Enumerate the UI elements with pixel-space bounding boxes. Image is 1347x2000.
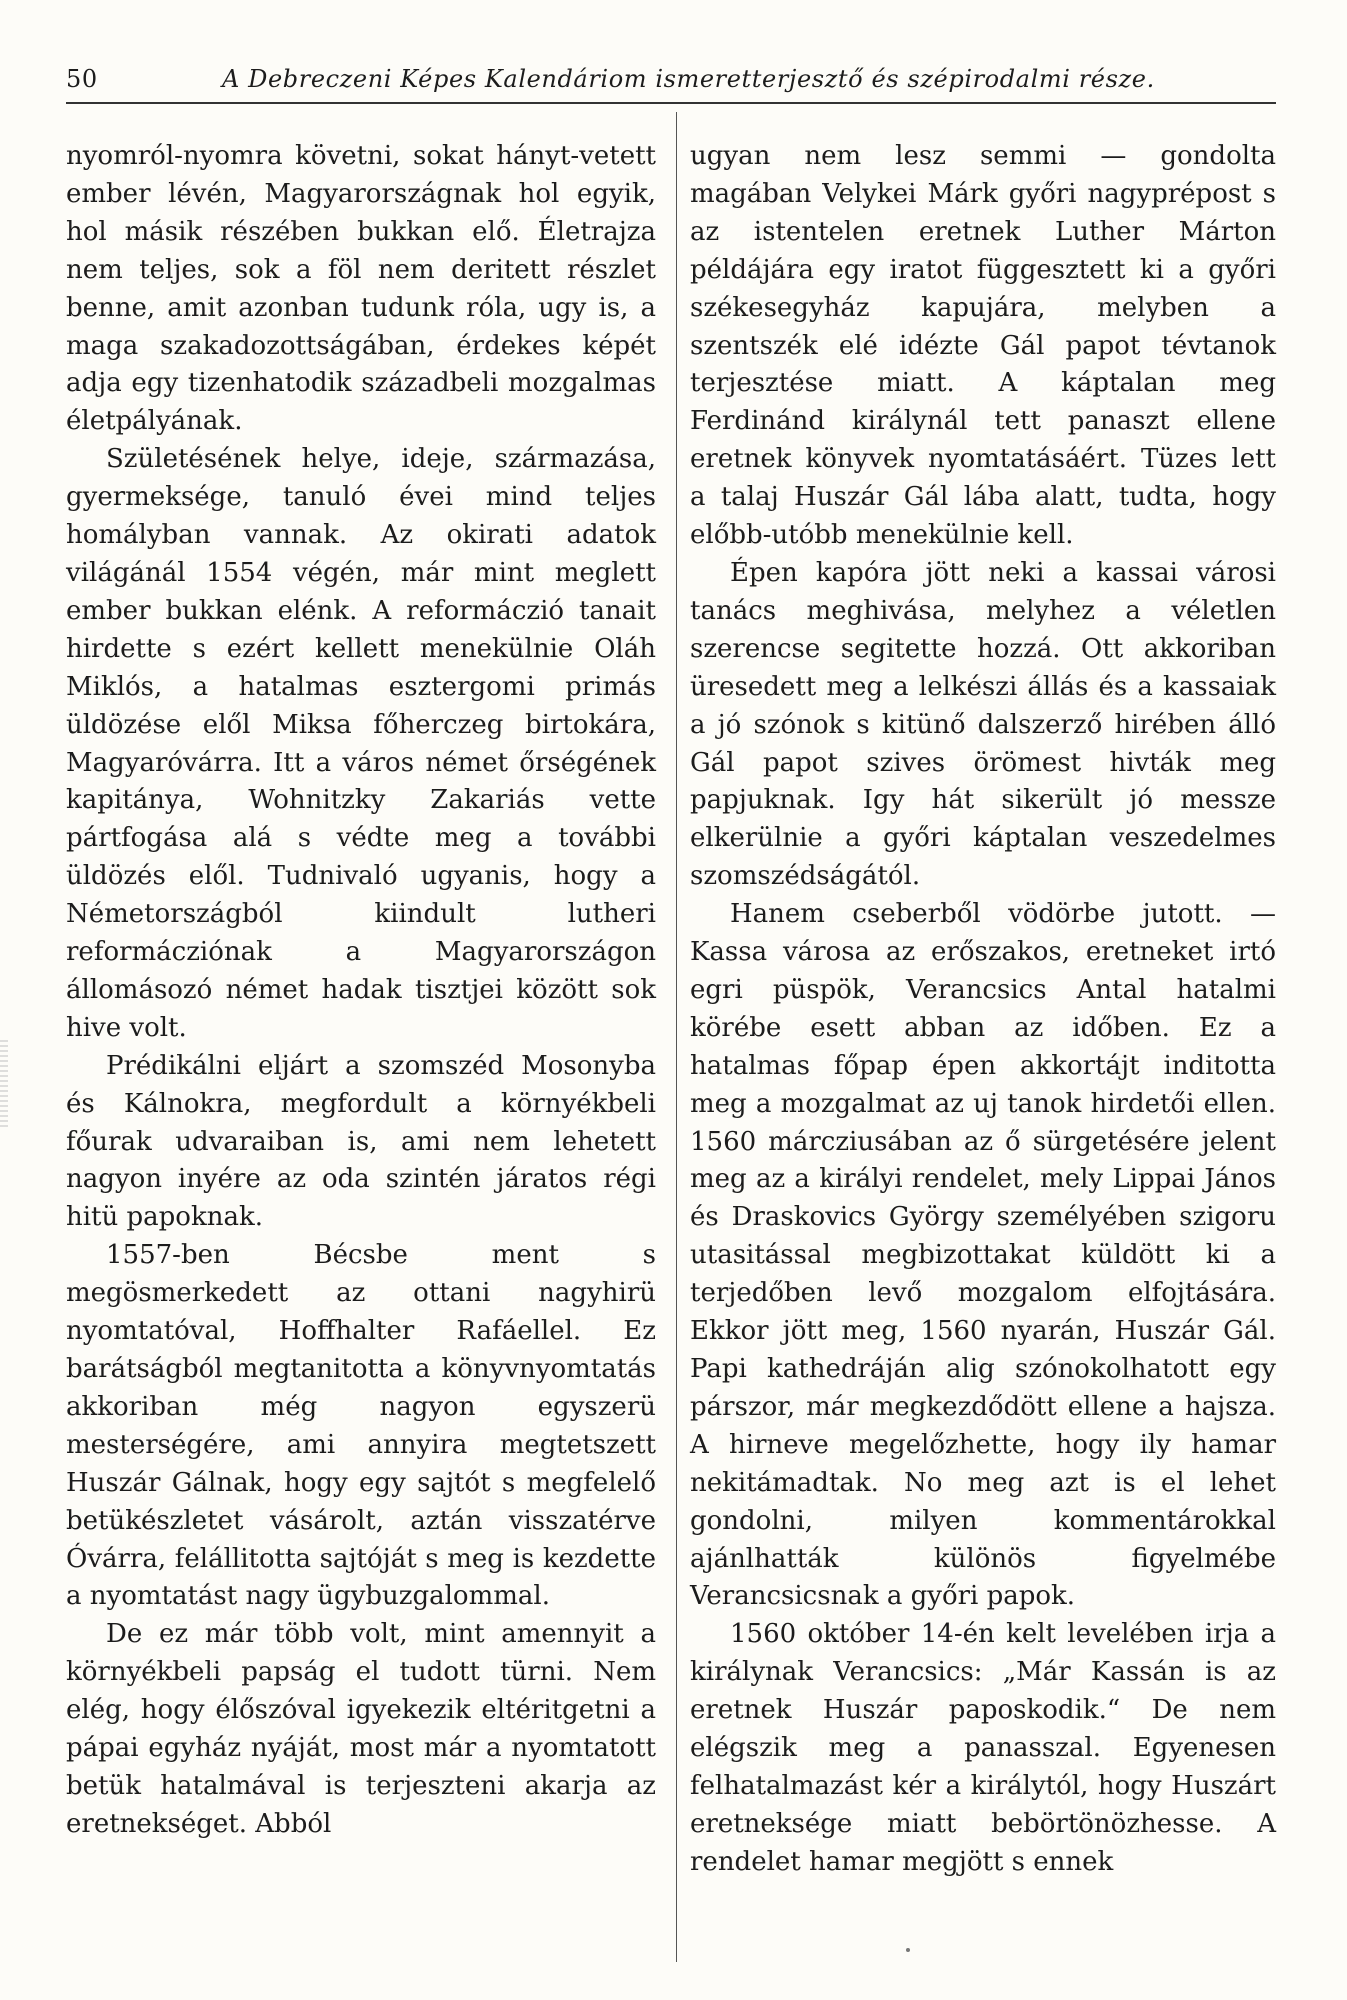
- running-title: A Debreczeni Képes Kalendáriom ismeretterjesztő és szépirodalmi része.: [222, 65, 1155, 93]
- paragraph: nyomról-nyomra követni, sokat hányt-vetett ember lévén, Magyarországnak hol egyik, hol másik részében bukkan elő. Életrajza nem teljes, sok a föl nem deritett részlet benne, amit azonban tudunk róla, ugy is, a maga szakadozottságában, érdekes képét adja egy tizenhatodik századbeli mozgalmas életpályának.: [66, 141, 656, 437]
- paragraph: Születésének helye, ideje, származása, gyermeksége, tanuló évei mind teljes homályban vannak. Az okirati adatok világánál 1554 végén, már mint meglett ember bukkan elénk. A reformáczió tanait hirdette s ezért kellett menekülnie Oláh Miklós, a hatalmas esztergomi primás üldözése elől Miksa főherczeg birtokára, Magyaróvárra. Itt a város német őrségének kapitánya, Wohnitzky Zakariás vette pártfogása alá s védte meg a további üldözés elől. Tudnivaló ugyanis, hogy a Németországból kiindult lutheri reformácziónak a Magyarországon állomásozó német hadak tisztjei között sok hive volt.: [66, 444, 656, 1043]
- ink-speck: [906, 1948, 910, 1952]
- page-header: [66, 58, 1276, 100]
- paragraph: Hanem cseberből vödörbe jutott. — Kassa városa az erőszakos, eretneket irtó egri püspök, Verancsics Antal hatalmi körébe esett abban az időben. Ez a hatalmas főpap épen akkortájt inditotta meg a mozgalmat az uj tanok hirdetői ellen. 1560 márcziusában az ő sürgetésére jelent meg az a királyi rendelet, mely Lippai János és Draskovics György személyében szigoru utasitással megbizottakat küldött ki a terjedőben levő mozgalom elfojtására. Ekkor jött meg, 1560 nyarán, Huszár Gál. Papi kathedráján alig szónokolhatott egy párszor, már megkezdődött ellene a hajsza. A hirneve megelőzhette, hogy ily hamar nekitámadtak. No meg azt is el lehet gondolni, milyen kommentárokkal ajánlhatták különös figyelmébe Verancsicsnak a győri papok.: [690, 899, 1276, 1612]
- paragraph: Épen kapóra jött neki a kassai városi tanács meghivása, melyhez a véletlen szerencse segitette hozzá. Ott akkoriban üresedett meg a lelkészi állás és a kassaiak a jó szónok s kitünő dalszerző hirében álló Gál papot szives örömest hivták meg papjuknak. Igy hát sikerült jó messze elkerülnie a győri káptalan veszedelmes szomszédságától.: [690, 557, 1276, 892]
- left-column: [66, 138, 656, 1844]
- page-number: 50: [66, 65, 98, 93]
- header-rule: [66, 102, 1276, 104]
- column-divider: [676, 112, 677, 1962]
- right-column: [690, 138, 1276, 1882]
- paragraph: De ez már több volt, mint amennyit a környékbeli papság el tudott türni. Nem elég, hogy élőszóval igyekezik eltéritgetni a pápai egyház nyáját, most már a nyomtatott betük hatalmával is terjeszteni akarja az eretnekséget. Abból: [66, 1619, 656, 1839]
- paragraph: 1557-ben Bécsbe ment s megösmerkedett az ottani nagyhirü nyomtatóval, Hoffhalter Rafáellel. Ez barátságból megtanitotta a könyvnyomtatás akkoriban még nagyon egyszerü mesterségére, ami annyira megtetszett Huszár Gálnak, hogy egy sajtót s megfelelő betükészletet vásárolt, aztán visszatérve Óvárra, felállitotta sajtóját s meg is kezdette a nyomtatást nagy ügybuzgalommal.: [66, 1240, 656, 1612]
- paragraph: Prédikálni eljárt a szomszéd Mosonyba és Kálnokra, megfordult a környékbeli főurak udvaraiban is, ami nem lehetett nagyon inyére az oda szintén járatos régi hitü papoknak.: [66, 1050, 656, 1233]
- paragraph: ugyan nem lesz semmi — gondolta magában Velykei Márk győri nagyprépost s az istentelen eretnek Luther Márton példájára egy iratot függesztett ki a győri székesegyház kapujára, melyben a szentszék elé idézte Gál papot tévtanok terjesztése miatt. A káptalan meg Ferdinánd királynál tett panaszt ellene eretnek könyvek nyomtatásáért. Tüzes lett a talaj Huszár Gál lába alatt, tudta, hogy előbb-utóbb menekülnie kell.: [690, 141, 1276, 551]
- paragraph: 1560 október 14-én kelt levelében irja a királynak Verancsics: „Már Kassán is az eretnek Huszár paposkodik.“ De nem elégszik meg a panasszal. Egyenesen felhatalmazást kér a királytól, hogy Huszárt eretneksége miatt bebörtönözhesse. A rendelet hamar megjött s ennek: [690, 1619, 1276, 1877]
- scan-smudge: [0, 1040, 8, 1130]
